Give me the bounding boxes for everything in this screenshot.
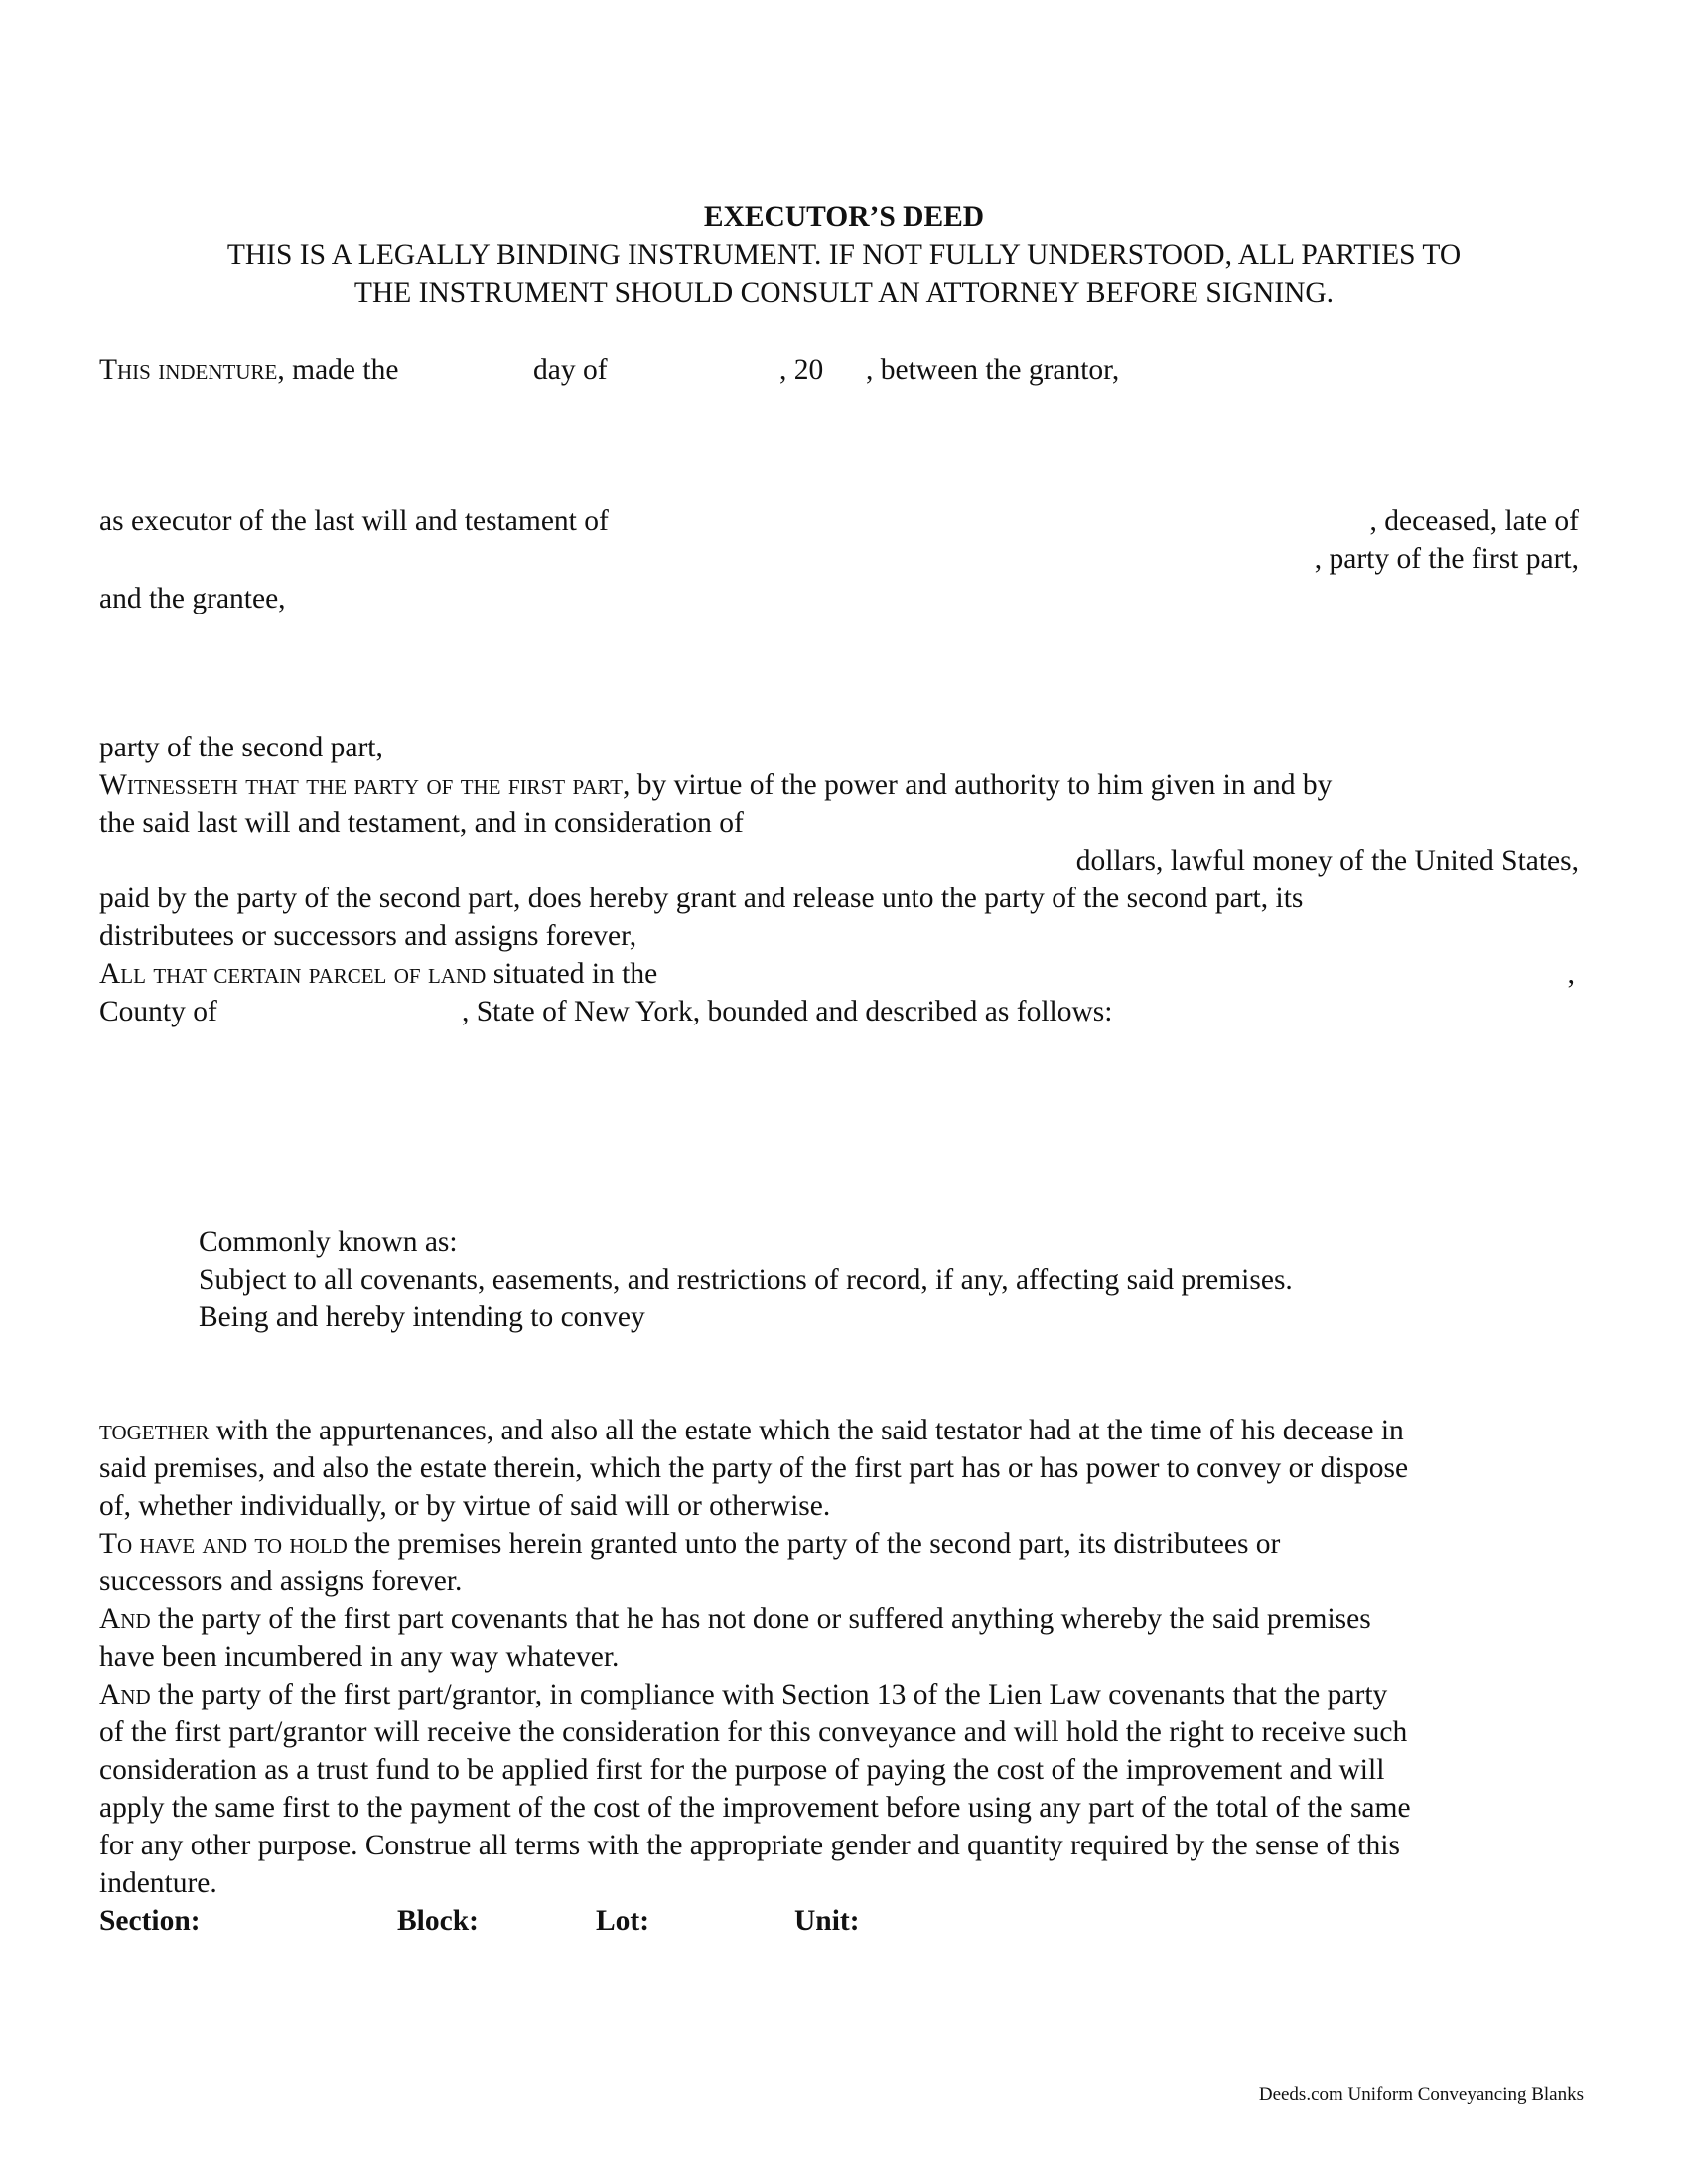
- executor-text: as executor of the last will and testament of: [99, 505, 609, 537]
- witnesseth-lead: Witnesseth that the party of the first part: [99, 769, 623, 801]
- lien-line-6: indenture.: [99, 1867, 217, 1899]
- indenture-intro: [99, 351, 398, 389]
- parcel-situated: situated in the: [486, 958, 658, 990]
- warning-line-2: THE INSTRUMENT SHOULD CONSULT AN ATTORNEY BEFORE SIGNING.: [353, 277, 1335, 309]
- commonly-known: Commonly known as:: [199, 1226, 458, 1258]
- warning-line-1: THIS IS A LEGALLY BINDING INSTRUMENT. IF NOT FULLY UNDERSTOOD, ALL PARTIES TO: [226, 239, 1462, 271]
- parcel-line: [99, 955, 657, 993]
- party-second-part: party of the second part,: [99, 732, 383, 763]
- state-text: , State of New York, bounded and described as follows:: [462, 996, 1113, 1027]
- section-label: Section:: [99, 1905, 201, 1937]
- together-lead: together: [99, 1415, 210, 1446]
- together-line-3: of, whether individually, or by virtue of said will or otherwise.: [99, 1490, 831, 1522]
- lien-line-4: apply the same first to the payment of the cost of the improvement before using any part of the total of the same: [99, 1792, 1411, 1824]
- witnesseth-line-5: distributees or successors and assigns forever,: [99, 920, 637, 952]
- lien-line-5: for any other purpose. Construe all terms with the appropriate gender and quantity required by the sense of this: [99, 1830, 1400, 1861]
- covenant-lead: And: [99, 1603, 151, 1635]
- county-of: County of: [99, 996, 217, 1027]
- deceased-late-of: , deceased, late of: [1369, 505, 1579, 537]
- together-line-1-rest: with the appurtenances, and also all the estate which the said testator had at the time of his decease in: [209, 1415, 1404, 1446]
- witnesseth-line-1-rest: , by virtue of the power and authority to him given in and by: [622, 769, 1333, 801]
- party-first-part: , party of the first part,: [1314, 543, 1579, 575]
- habendum-lead: To have and to hold: [99, 1528, 348, 1560]
- witnesseth-line-2: the said last will and testament, and in consideration of: [99, 807, 744, 839]
- together-line-1: [99, 1412, 1404, 1449]
- together-line-2: said premises, and also the estate therein, which the party of the first part has or has power to convey or dispose: [99, 1452, 1409, 1484]
- covenant-line-2: have been incumbered in any way whatever.: [99, 1641, 620, 1673]
- indenture-lead: This indenture: [99, 354, 278, 386]
- habendum-line-1: [99, 1525, 1280, 1563]
- indenture-made-the: , made the: [277, 354, 399, 386]
- habendum-line-1-rest: the premises herein granted unto the party of the second part, its distributees or: [347, 1528, 1281, 1560]
- witnesseth-line-1: [99, 766, 1332, 804]
- lien-line-2: of the first part/grantor will receive the consideration for this conveyance and will hold the right to receive such: [99, 1716, 1408, 1748]
- being-conveyed: Being and hereby intending to convey: [199, 1301, 645, 1333]
- habendum-line-2: successors and assigns forever.: [99, 1566, 463, 1597]
- lien-line-1-rest: the party of the first part/grantor, in compliance with Section 13 of the Lien Law covenants that the party: [150, 1679, 1388, 1710]
- covenant-line-1-rest: the party of the first part covenants that he has not done or suffered anything whereby the said premises: [150, 1603, 1371, 1635]
- covenant-line-1: [99, 1600, 1371, 1638]
- witnesseth-line-3: dollars, lawful money of the United States,: [1075, 845, 1579, 877]
- lien-line-3: consideration as a trust fund to be applied first for the purpose of paying the cost of the improvement and will: [99, 1754, 1385, 1786]
- parcel-comma: ,: [1567, 958, 1575, 990]
- subject-to: Subject to all covenants, easements, and restrictions of record, if any, affecting said premises.: [199, 1264, 1293, 1296]
- lien-lead: And: [99, 1679, 151, 1710]
- parcel-lead: All that certain parcel of land: [99, 958, 487, 990]
- footer-text: Deeds.com Uniform Conveyancing Blanks: [1258, 2084, 1584, 2105]
- block-label: Block:: [397, 1905, 479, 1937]
- indenture-day-of: day of: [533, 354, 608, 386]
- unit-label: Unit:: [794, 1905, 860, 1937]
- and-grantee: and the grantee,: [99, 583, 286, 614]
- indenture-year-prefix: , 20: [779, 354, 824, 386]
- lien-line-1: [99, 1676, 1387, 1713]
- document-title: EXECUTOR’S DEED: [703, 202, 985, 233]
- indenture-between-grantor: , between the grantor,: [866, 354, 1120, 386]
- lot-label: Lot:: [596, 1905, 650, 1937]
- witnesseth-line-4: paid by the party of the second part, does hereby grant and release unto the party of the second part, its: [99, 883, 1304, 914]
